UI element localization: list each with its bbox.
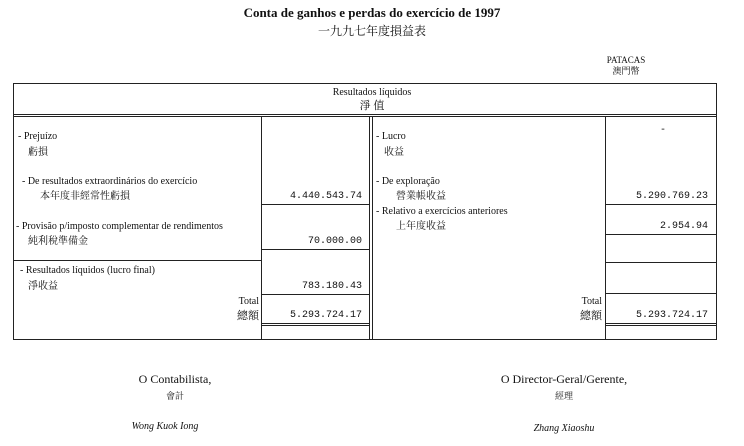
extraordinary-label-zh: 本年度非經常性虧損 — [40, 191, 130, 202]
right-total-underline-2 — [606, 325, 716, 326]
profit-value: - — [659, 125, 666, 136]
accountant-role-zh: 會計 — [165, 391, 184, 401]
profit-label: - Lucro — [376, 131, 406, 142]
operation-value: 5.290.769.23 — [635, 191, 708, 202]
currency-pt: PATACAS — [606, 55, 646, 65]
left-total-value: 5.293.724.17 — [289, 310, 362, 321]
right-total-value: 5.293.724.17 — [635, 310, 708, 321]
currency-zh: 澳門幣 — [612, 66, 640, 76]
prior-years-underline — [606, 234, 716, 235]
director-name: Zhang Xiaoshu — [533, 423, 595, 434]
table-right-border — [716, 83, 717, 339]
net-result-underline — [262, 294, 369, 295]
left-total-underline-2 — [262, 325, 369, 326]
operation-label: - De exploração — [376, 176, 440, 187]
center-divider-2 — [372, 116, 373, 339]
table-left-border — [13, 83, 14, 339]
currency-label — [596, 55, 656, 77]
net-result-label-zh: 淨收益 — [28, 281, 58, 292]
provision-label-zh: 純利稅準備金 — [28, 236, 88, 247]
left-total-underline — [262, 323, 369, 324]
prior-years-value: 2.954.94 — [659, 221, 708, 232]
left-value-column-line — [261, 116, 262, 339]
right-total-label: Total — [581, 296, 602, 307]
profit-label-zh: 收益 — [384, 147, 404, 158]
right-total-top-line — [606, 293, 716, 294]
document-title: Conta de ganhos e perdas do exercício de 1997 — [243, 5, 501, 20]
center-divider — [369, 116, 370, 339]
left-total-label-zh: 總額 — [237, 310, 259, 322]
heading-separator — [13, 114, 717, 115]
prior-years-label: - Relativo a exercícios anteriores — [376, 206, 508, 217]
net-result-label: - Resultados líquidos (lucro final) — [20, 265, 155, 276]
heading-zh: 淨 值 — [359, 100, 385, 112]
right-total-label-zh: 總額 — [580, 310, 602, 322]
net-result-value: 783.180.43 — [301, 281, 362, 292]
accountant-role: O Contabilista, — [138, 372, 212, 386]
prior-years-label-zh: 上年度收益 — [396, 221, 446, 232]
loss-label: - Prejuízo — [18, 131, 58, 142]
provision-label: - Provisão p/imposto complementar de rendimentos — [16, 221, 223, 232]
provision-underline — [262, 249, 369, 250]
left-total-label: Total — [238, 296, 259, 307]
extraordinary-underline — [262, 204, 369, 205]
heading-pt: Resultados líquidos — [332, 87, 412, 98]
heading-separator-2 — [13, 116, 717, 117]
accountant-name: Wong Kuok Iong — [131, 421, 199, 432]
provision-value: 70.000.00 — [307, 236, 362, 247]
extraordinary-label: - De resultados extraordinários do exercício — [22, 176, 198, 187]
director-role-zh: 經理 — [554, 391, 573, 401]
director-role: O Director-Geral/Gerente, — [500, 372, 628, 386]
left-section-divider — [13, 260, 261, 261]
right-section-divider — [606, 262, 716, 263]
loss-label-zh: 虧損 — [28, 147, 48, 158]
table-top-border — [13, 83, 717, 84]
operation-label-zh: 營業帳收益 — [396, 191, 446, 202]
right-total-underline — [606, 323, 716, 324]
operation-underline — [606, 204, 716, 205]
table-bottom-border — [13, 339, 717, 340]
document-subtitle: 一九九七年度損益表 — [317, 24, 426, 38]
extraordinary-value: 4.440.543.74 — [289, 191, 362, 202]
